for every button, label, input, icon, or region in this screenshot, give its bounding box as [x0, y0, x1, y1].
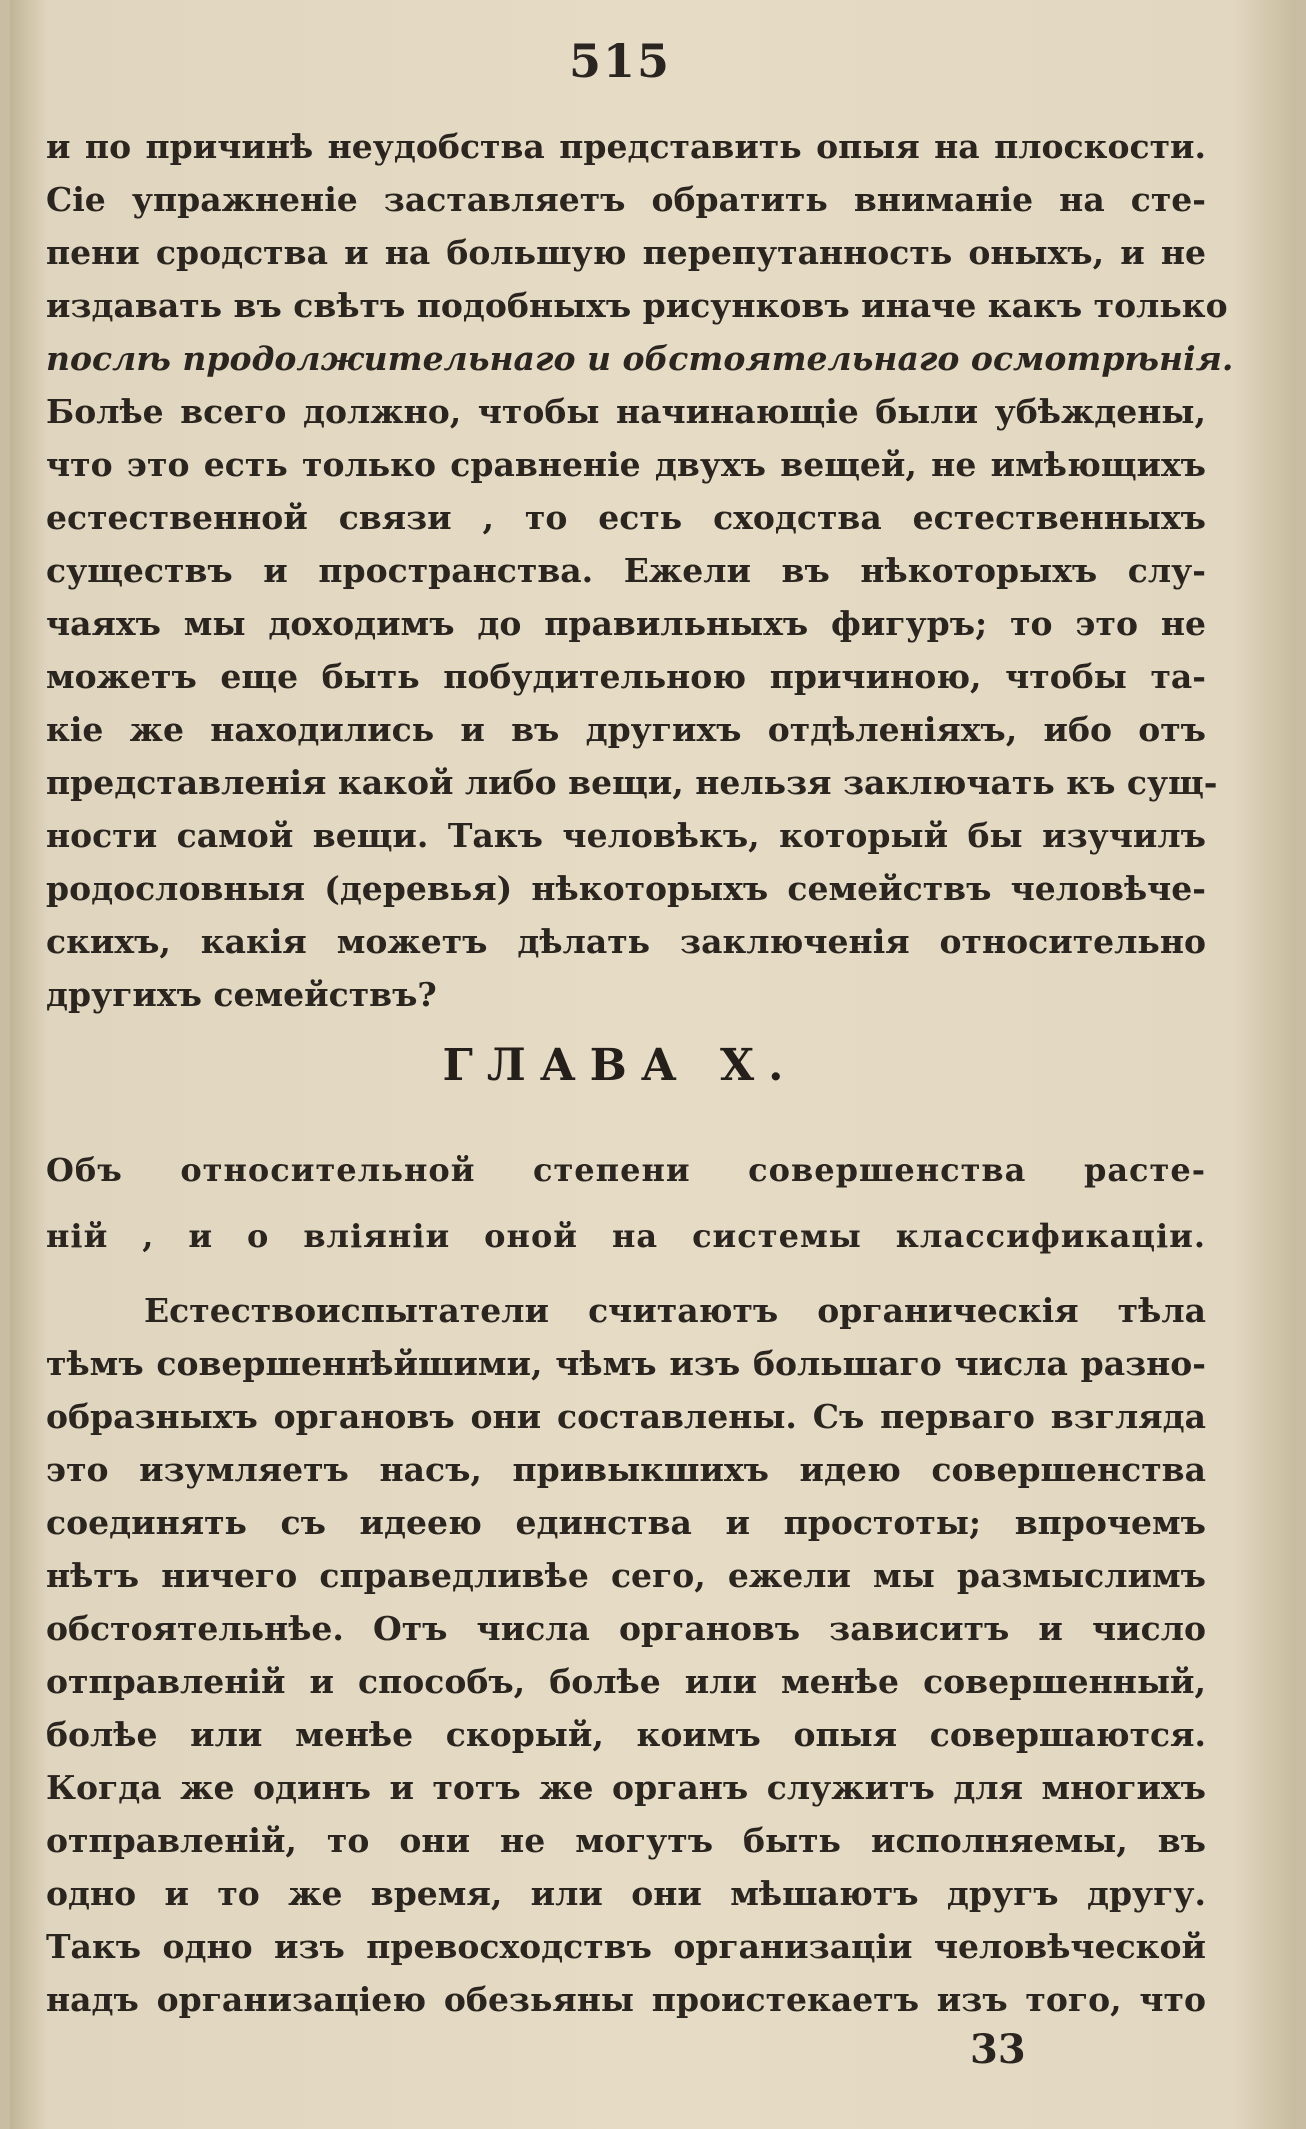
text-line: родословныя (деревья) нѣкоторыхъ семействъ человѣче- [46, 869, 1206, 908]
body-paragraph [46, 1284, 1206, 2026]
chapter-title: ГЛАВА X. [442, 1040, 798, 1091]
page-number: 515 [568, 34, 672, 88]
text-line: Сiе упражненiе заставляетъ обратить вниманiе на сте- [46, 180, 1206, 219]
text-line: Болѣе всего должно, чтобы начинающiе были убѣждены, [46, 392, 1206, 431]
text-line: кiе же находились и въ другихъ отдѣленiяхъ, ибо отъ [46, 710, 1206, 749]
text-line: болѣе или менѣе скорый, коимъ опыя совершаются. [46, 1715, 1206, 1754]
text-line: отправленiй и способъ, болѣе или менѣе совершенный, [46, 1662, 1206, 1701]
text-line: Естествоиспытатели считаютъ органическiя тѣла [144, 1291, 1206, 1330]
text-line: ности самой вещи. Такъ человѣкъ, который бы изучилъ [46, 816, 1206, 855]
text-line: отправленiй, то они не могутъ быть исполняемы, въ [46, 1821, 1206, 1860]
chapter-heading [46, 1137, 1206, 1269]
signature-number: 33 [970, 2026, 1026, 2073]
text-line: и по причинѣ неудобства представить опыя на плоскости. [46, 127, 1206, 166]
text-line: чаяхъ мы доходимъ до правильныхъ фигуръ; то это не [46, 604, 1206, 643]
text-line: Когда же одинъ и тотъ же органъ служитъ для многихъ [46, 1768, 1206, 1807]
text-line: существъ и пространства. Ежели въ нѣкоторыхъ слу- [46, 551, 1206, 590]
text-line: послѣ продолжительнаго и обстоятельнаго осмотрѣнiя. [46, 339, 1234, 378]
text-line: Такъ одно изъ превосходствъ организацiи человѣческой [46, 1927, 1206, 1966]
book-page [10, 0, 1296, 2129]
text-line: скихъ, какiя можетъ дѣлать заключенiя относительно [46, 922, 1206, 961]
text-line: обстоятельнѣе. Отъ числа органовъ зависитъ и число [46, 1609, 1206, 1648]
text-line: другихъ семействъ? [46, 975, 437, 1014]
text-line: надъ организацiею обезьяны проистекаетъ изъ того, что [46, 1980, 1206, 2019]
text-line: естественной связи , то есть сходства естественныхъ [46, 498, 1206, 537]
text-line: издавать въ свѣтъ подобныхъ рисунковъ иначе какъ только [46, 286, 1228, 325]
text-line: Объ относительной степени совершенства расте- [46, 1151, 1206, 1189]
text-line: одно и то же время, или они мѣшаютъ другъ другу. [46, 1874, 1206, 1913]
top-paragraph [46, 120, 1234, 1021]
text-line: что это есть только сравненiе двухъ вещей, не имѣющихъ [46, 445, 1206, 484]
text-line: образныхъ органовъ они составлены. Съ перваго взгляда [46, 1397, 1206, 1436]
text-line: пени сродства и на большую перепутанность оныхъ, и не [46, 233, 1206, 272]
text-line: можетъ еще быть побудительною причиною, чтобы та- [46, 657, 1206, 696]
text-line: тѣмъ совершеннѣйшими, чѣмъ изъ большаго числа разно- [46, 1344, 1206, 1383]
text-line: соединять съ идеею единства и простоты; впрочемъ [46, 1503, 1206, 1542]
text-line: нѣтъ ничего справедливѣе сего, ежели мы размыслимъ [46, 1556, 1206, 1595]
text-line: представленiя какой либо вещи, нельзя заключать къ сущ- [46, 763, 1218, 802]
text-line: это изумляетъ насъ, привыкшихъ идею совершенства [46, 1450, 1206, 1489]
text-line: нiй , и о влiянiи оной на системы классификацiи. [46, 1217, 1206, 1255]
